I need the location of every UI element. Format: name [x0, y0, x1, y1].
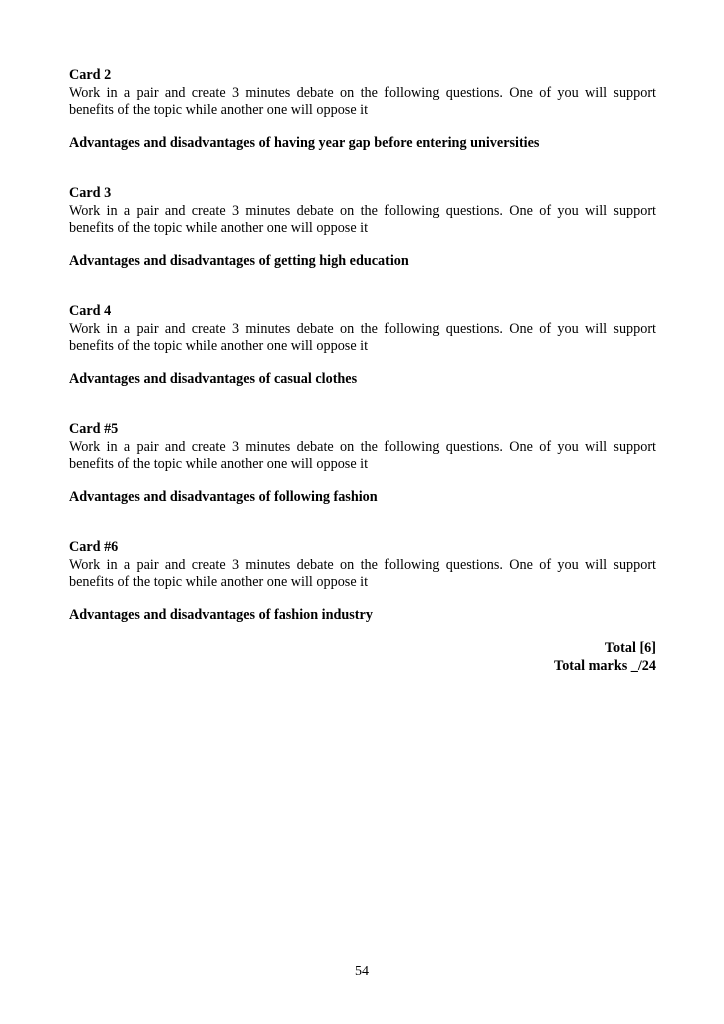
card-3 — [69, 185, 656, 270]
card-topic: Advantages and disadvantages of casual clothes — [69, 370, 358, 387]
card-4 — [69, 303, 656, 388]
card-instructions: Work in a pair and create 3 minutes debate on the following questions. One of you will support benefits of the topic while another one will oppose it — [69, 438, 656, 472]
card-instructions: Work in a pair and create 3 minutes debate on the following questions. One of you will support benefits of the topic while another one will oppose it — [69, 556, 656, 590]
card-title: Card 4 — [69, 303, 112, 319]
total-score: Total [6] — [604, 640, 656, 656]
card-instructions: Work in a pair and create 3 minutes debate on the following questions. One of you will support benefits of the topic while another one will oppose it — [69, 320, 656, 354]
card-title: Card 2 — [69, 67, 112, 83]
page-number: 54 — [355, 964, 369, 979]
card-topic: Advantages and disadvantages of following fashion — [69, 488, 378, 505]
card-5 — [69, 421, 656, 506]
card-topic: Advantages and disadvantages of getting high education — [69, 252, 409, 269]
card-topic: Advantages and disadvantages of fashion industry — [69, 606, 373, 623]
card-title: Card #6 — [69, 539, 119, 555]
card-title: Card 3 — [69, 185, 112, 201]
totals-block — [69, 640, 656, 675]
document-page — [69, 67, 656, 675]
card-6 — [69, 539, 656, 624]
card-2 — [69, 67, 656, 152]
card-instructions: Work in a pair and create 3 minutes debate on the following questions. One of you will support benefits of the topic while another one will oppose it — [69, 84, 656, 118]
card-topic: Advantages and disadvantages of having year gap before entering universities — [69, 134, 540, 151]
card-instructions: Work in a pair and create 3 minutes debate on the following questions. One of you will support benefits of the topic while another one will oppose it — [69, 202, 656, 236]
total-marks: Total marks _/24 — [554, 657, 656, 674]
card-title: Card #5 — [69, 421, 119, 437]
